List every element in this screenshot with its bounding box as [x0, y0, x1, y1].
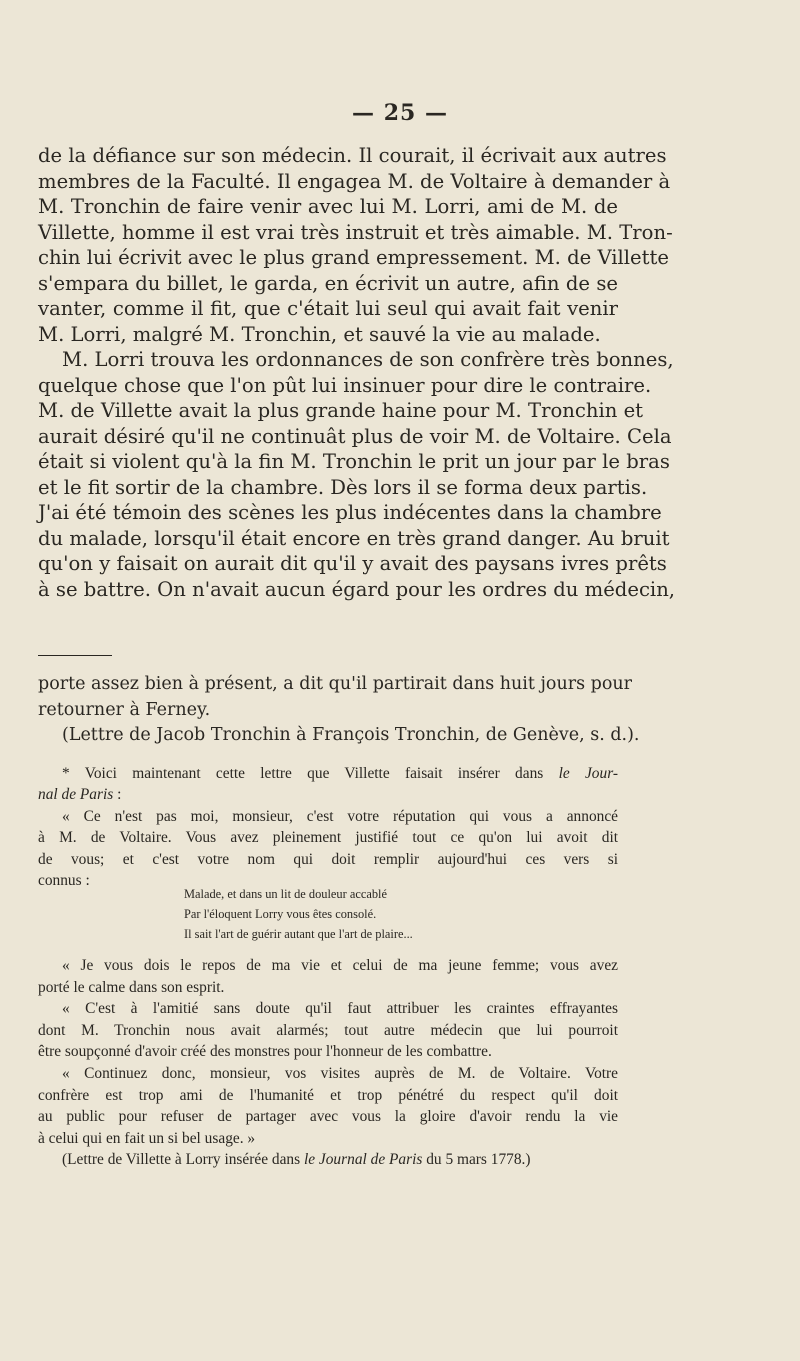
source-citation	[38, 1149, 618, 1171]
source-text: du 5 mars 1778.)	[422, 1151, 531, 1169]
verse-quote	[184, 884, 413, 944]
journal-title: le Jour-	[558, 765, 618, 782]
source-text: (Lettre de Villette à Lorry insérée dans	[62, 1151, 304, 1169]
text-line: vanter, comme il fit, que c'était lui seul qui avait fait venir	[38, 297, 618, 320]
page-number: — 25 —	[352, 100, 448, 126]
verse-line: Il sait l'art de guérir autant que l'art de plaire...	[184, 927, 413, 941]
text-line: quelque chose que l'on pût lui insinuer pour dire le contraire.	[38, 373, 652, 397]
letter-line: au public pour refuser de partager avec vous la gloire d'avoir rendu la vie	[38, 1108, 618, 1126]
text-line: M. Lorri trouva les ordonnances de son confrère très bonnes,	[62, 348, 674, 371]
letter-text	[38, 955, 618, 1171]
text-line: à se battre. On n'avait aucun égard pour les ordres du médecin,	[38, 577, 676, 601]
text-line: M. de Villette avait la plus grande haine pour M. Tronchin et	[38, 399, 644, 422]
footnote-continuation	[38, 673, 640, 750]
letter-line: confrère est trop ami de l'humanité et trop pénétré du respect qu'il doit	[38, 1086, 618, 1104]
footnote-line: porte assez bien à présent, a dit qu'il partirait dans huit jours pour	[38, 674, 633, 694]
text-line: de la défiance sur son médecin. Il courait, il écrivait aux autres	[38, 144, 667, 167]
note-line: « Ce n'est pas moi, monsieur, c'est votre réputation qui vous a annoncé	[62, 807, 618, 825]
letter-line: être soupçonné d'avoir créé des monstres pour l'honneur de les combattre.	[38, 1043, 492, 1061]
letter-line: « C'est à l'amitié sans doute qu'il faut attribuer les craintes effrayantes	[62, 1000, 618, 1018]
text-line: et le fit sortir de la chambre. Dès lors il se forma deux partis.	[38, 475, 648, 499]
letter-line: « Continuez donc, monsieur, vos visites auprès de M. de Voltaire. Votre	[62, 1064, 618, 1082]
note-text: :	[113, 786, 122, 804]
note-text: * Voici maintenant cette lettre que Villette faisait insérer dans	[62, 765, 559, 782]
footnote-line: (Lettre de Jacob Tronchin à François Tronchin, de Genève, s. d.).	[62, 725, 640, 745]
letter-line: « Je vous dois le repos de ma vie et celui de ma jeune femme; vous avez	[62, 957, 618, 974]
note-line	[38, 763, 618, 784]
text-line: M. Lorri, malgré M. Tronchin, et sauvé la vie au malade.	[38, 322, 601, 346]
letter-line: dont M. Tronchin nous avait alarmés; tout autre médecin que lui pourroit	[38, 1021, 618, 1039]
letter-line: à celui qui en fait un si bel usage. »	[38, 1129, 256, 1147]
footnote-note	[38, 763, 618, 891]
text-line: chin lui écrivit avec le plus grand empressement. M. de Villette	[38, 246, 669, 269]
verse-line: Malade, et dans un lit de douleur accablé	[184, 887, 387, 901]
footnote-divider	[38, 655, 112, 656]
text-line: était si violent qu'à la fin M. Tronchin le prit un jour par le bras	[38, 450, 670, 473]
text-line: s'empara du billet, le garda, en écrivit un autre, afin de se	[38, 271, 618, 295]
letter-line: porté le calme dans son esprit.	[38, 978, 225, 996]
note-line: de vous; et c'est votre nom qui doit remplir aujourd'hui ces vers si	[38, 850, 618, 868]
verse-line: Par l'éloquent Lorry vous êtes consolé.	[184, 907, 377, 921]
text-line: aurait désiré qu'il ne continuât plus de voir M. de Voltaire. Cela	[38, 424, 672, 448]
note-line	[38, 784, 618, 805]
text-line: du malade, lorsqu'il était encore en très grand danger. Au bruit	[38, 526, 670, 550]
text-line: Villette, homme il est vrai très instruit et très aimable. M. Tron-	[38, 220, 673, 244]
journal-title: nal de Paris	[38, 786, 114, 804]
note-line: à M. de Voltaire. Vous avez pleinement justifié tout ce qu'on lui avoit dit	[38, 829, 618, 847]
footnote-line: retourner à Ferney.	[38, 699, 211, 720]
text-line: M. Tronchin de faire venir avec lui M. Lorri, ami de M. de	[38, 195, 618, 218]
journal-title: le Journal de Paris	[303, 1151, 423, 1169]
text-line: qu'on y faisait on aurait dit qu'il y avait des paysans ivres prêts	[38, 552, 667, 575]
note-line: connus :	[38, 871, 90, 889]
text-line: membres de la Faculté. Il engagea M. de Voltaire à demander à	[38, 169, 671, 193]
main-text	[38, 143, 676, 602]
text-line: J'ai été témoin des scènes les plus indécentes dans la chambre	[38, 501, 662, 524]
